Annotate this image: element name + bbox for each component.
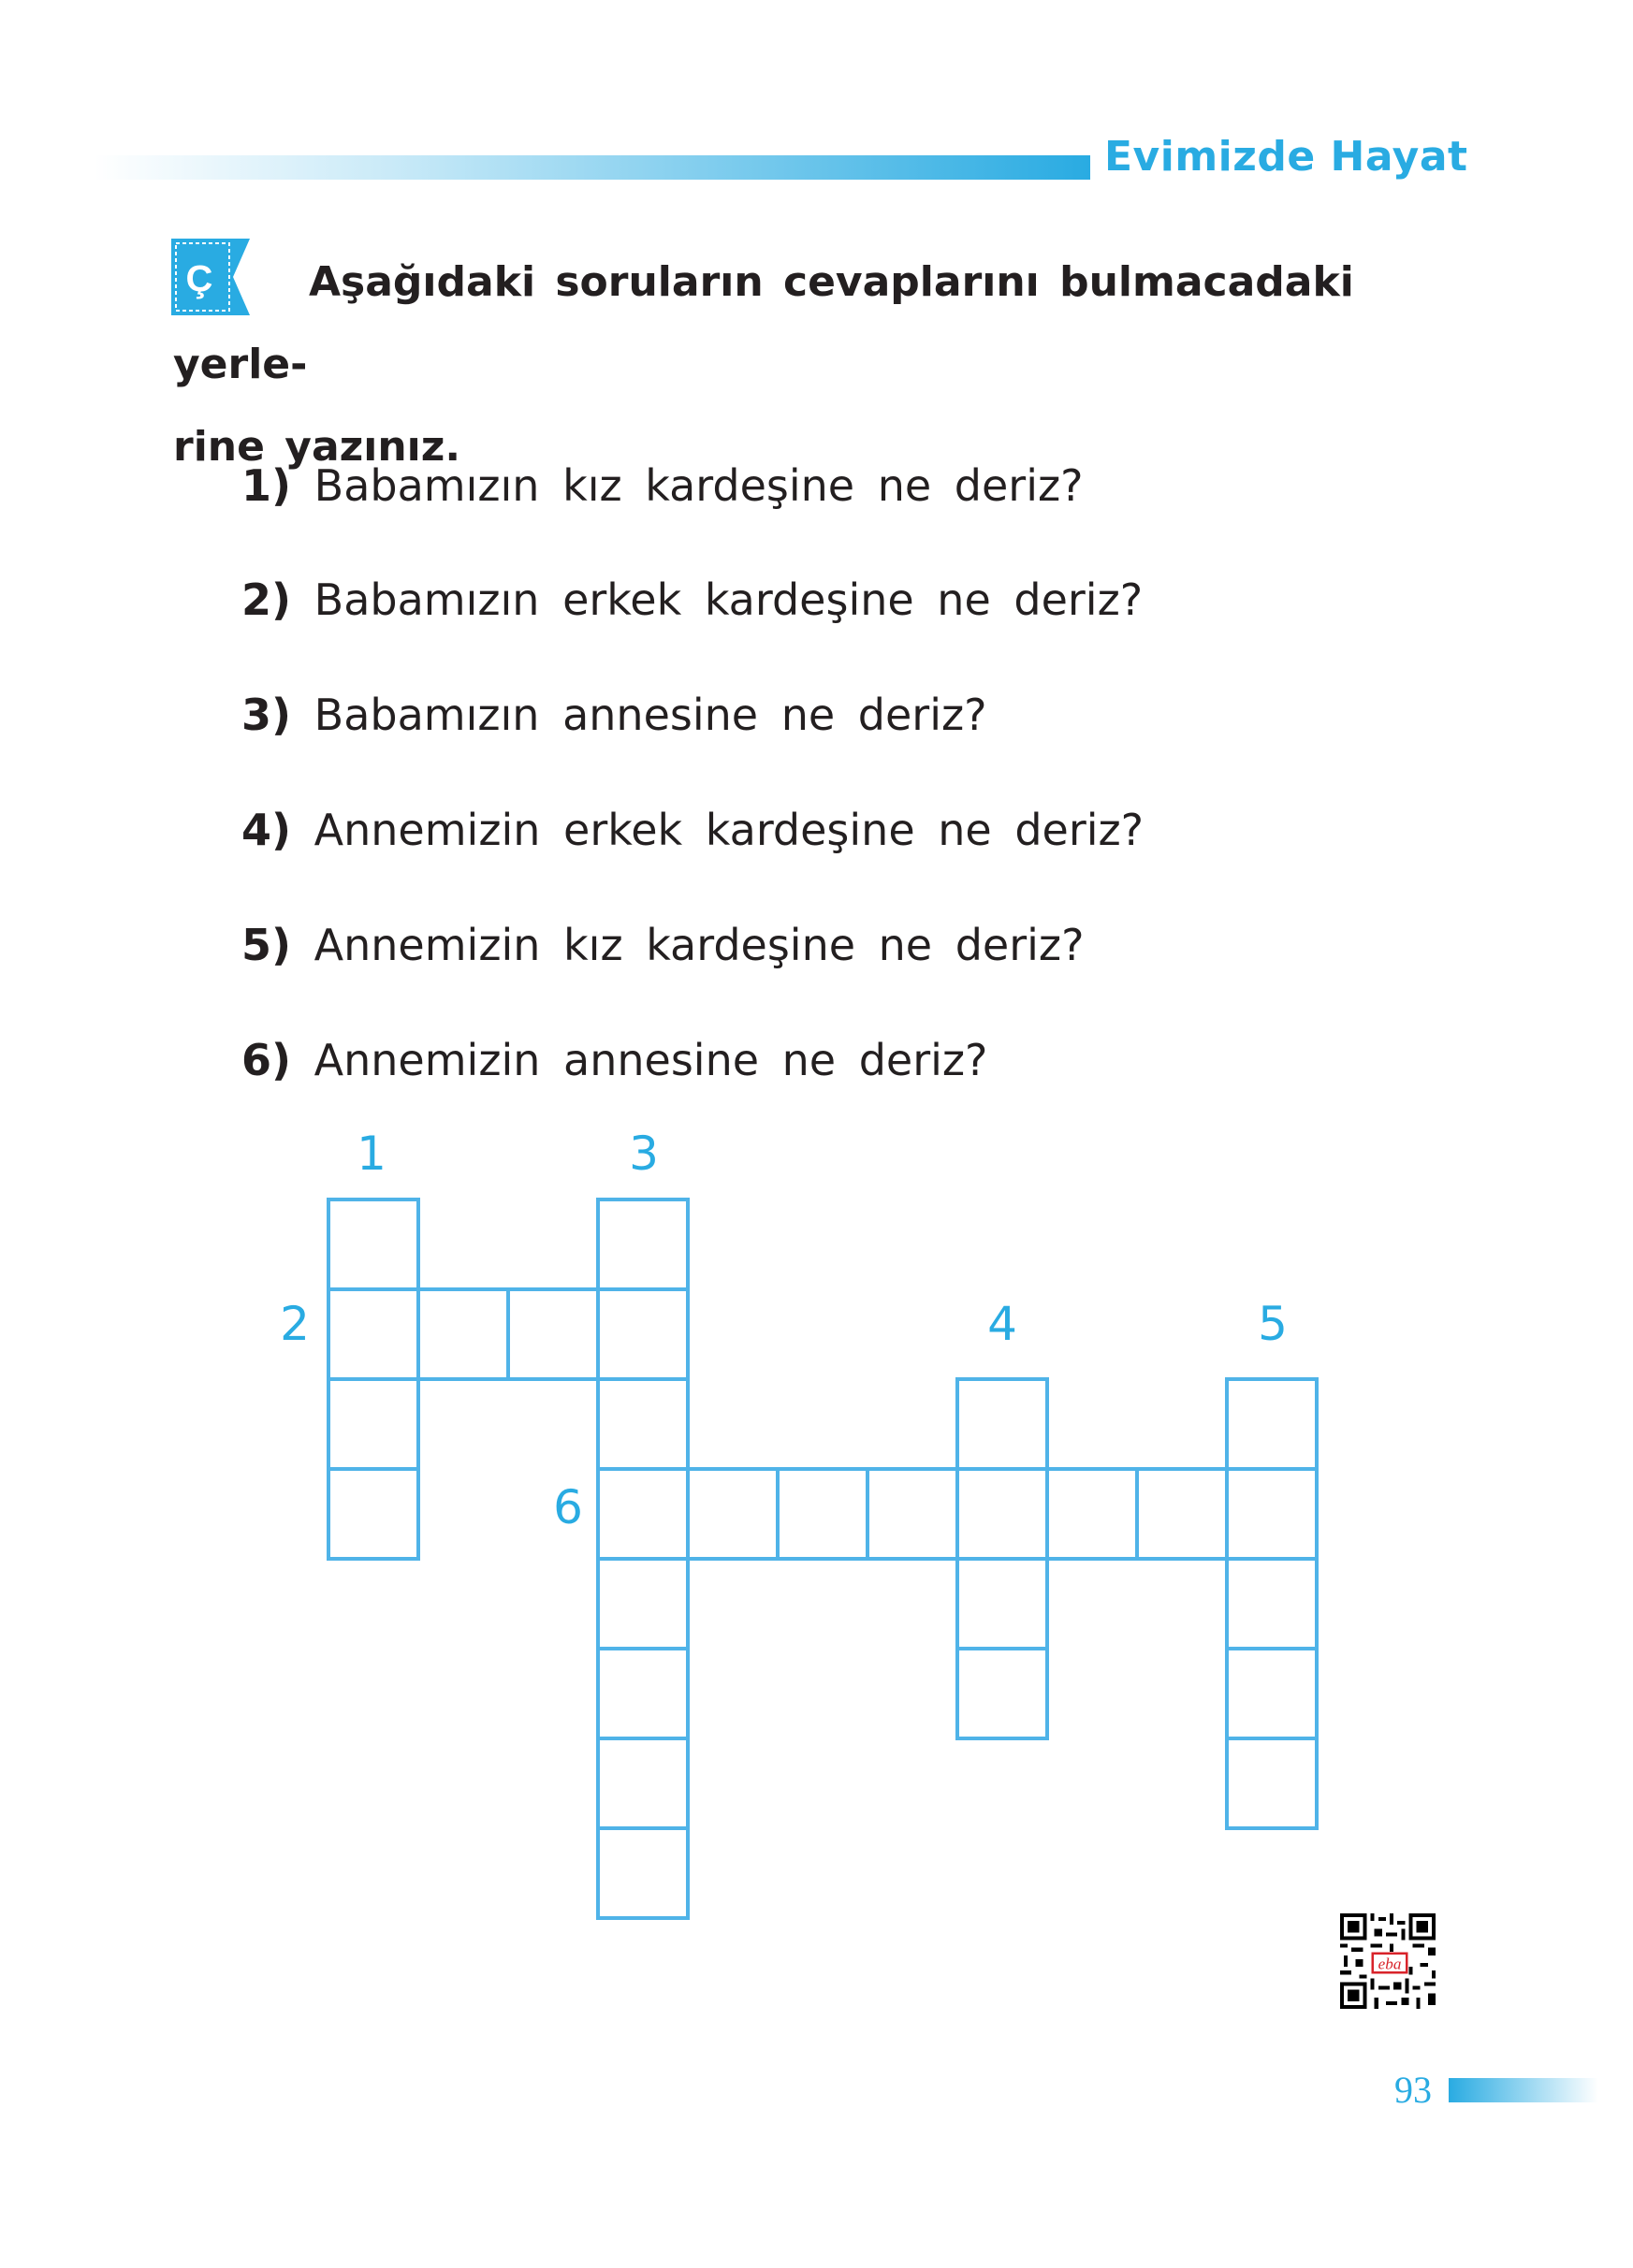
footer-accent-bar (1449, 2078, 1598, 2102)
crossword-cell[interactable] (957, 1469, 1047, 1559)
svg-text:eba: eba (1378, 1955, 1402, 1973)
crossword-cell[interactable] (957, 1649, 1047, 1738)
question-number: 4) (241, 805, 292, 855)
question-number: 1) (241, 460, 292, 511)
crossword-cell[interactable] (598, 1289, 688, 1379)
clue-number-6: 6 (553, 1480, 583, 1534)
activity-badge-letter: Ç (185, 258, 213, 299)
clue-number-2: 2 (280, 1297, 310, 1351)
section-title: Evimizde Hayat (1104, 133, 1468, 181)
question-text: Babamızın erkek kardeşine ne deriz? (313, 574, 1144, 625)
crossword-cell[interactable] (957, 1379, 1047, 1469)
clue-number-4: 4 (987, 1297, 1017, 1351)
question-number: 5) (241, 920, 292, 970)
crossword-cell[interactable] (1227, 1649, 1317, 1738)
crossword-cell[interactable] (598, 1469, 688, 1559)
instruction-line-1: Aşağıdaki soruların cevaplarını bulmacadaki yerle- (173, 258, 1354, 388)
crossword-cell[interactable] (328, 1469, 418, 1559)
crossword-cell[interactable] (328, 1199, 418, 1289)
crossword-cell[interactable] (1137, 1469, 1227, 1559)
crossword-cell[interactable] (598, 1649, 688, 1738)
qr-code-icon (1340, 1913, 1436, 2009)
crossword-cell[interactable] (418, 1289, 508, 1379)
question-text: Annemizin erkek kardeşine ne deriz? (313, 805, 1145, 855)
question-text: Annemizin kız kardeşine ne deriz? (313, 920, 1085, 970)
question-text: Babamızın annesine ne deriz? (313, 690, 987, 740)
crossword-cell[interactable] (598, 1738, 688, 1828)
page-number: 93 (1394, 2069, 1432, 2111)
clue-number-5: 5 (1258, 1297, 1288, 1351)
crossword-cell[interactable] (1227, 1559, 1317, 1649)
crossword-cell[interactable] (1227, 1379, 1317, 1469)
question-text: Annemizin annesine ne deriz? (313, 1035, 988, 1085)
crossword-cell[interactable] (598, 1559, 688, 1649)
question-number: 2) (241, 574, 292, 625)
crossword-cell[interactable] (328, 1289, 418, 1379)
crossword-cell[interactable] (598, 1379, 688, 1469)
question-number: 3) (241, 690, 292, 740)
clue-number-3: 3 (629, 1127, 659, 1181)
crossword-cell[interactable] (868, 1469, 957, 1559)
question-number: 6) (241, 1035, 292, 1085)
crossword-cell[interactable] (1047, 1469, 1137, 1559)
crossword-cell[interactable] (688, 1469, 778, 1559)
crossword-cell[interactable] (778, 1469, 868, 1559)
question-text: Babamızın kız kardeşine ne deriz? (313, 460, 1084, 511)
crossword-cell[interactable] (598, 1199, 688, 1289)
crossword-cell[interactable] (957, 1559, 1047, 1649)
instruction-line-2: rine yazınız. (173, 423, 461, 471)
crossword-cell[interactable] (508, 1289, 598, 1379)
crossword-cell[interactable] (598, 1828, 688, 1918)
crossword-cell[interactable] (1227, 1469, 1317, 1559)
crossword-cell[interactable] (1227, 1738, 1317, 1828)
crossword-cell[interactable] (328, 1379, 418, 1469)
clue-number-1: 1 (357, 1127, 386, 1181)
